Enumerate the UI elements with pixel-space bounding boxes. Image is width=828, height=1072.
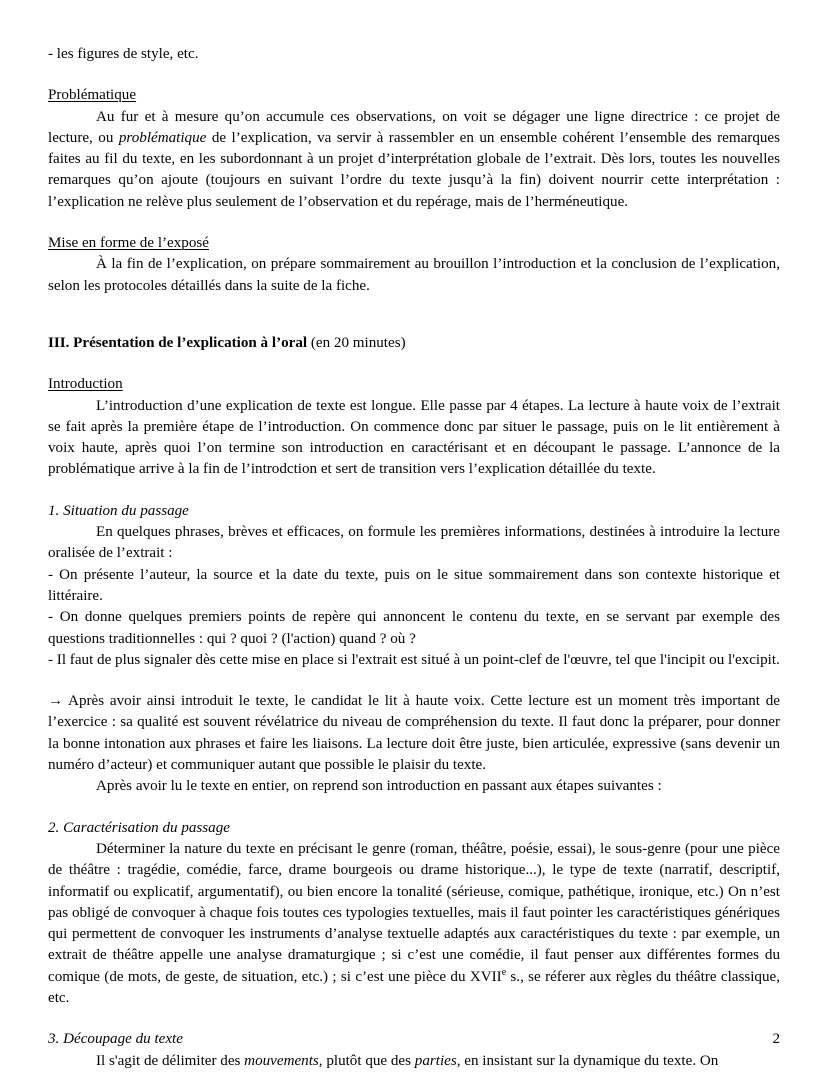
paragraph-problematique-part-1: Au fur et à mesure qu’on accumule ces observations, on voit se dégager une ligne directrice : ce projet de lecture, ou — [48, 108, 780, 146]
emphasis-problematique: problématique — [118, 129, 207, 146]
paragraph-decoupage-part-1: Il s'agit de délimiter des — [96, 1052, 245, 1069]
paragraph-apres-lecture: Après avoir lu le texte en entier, on reprend son introduction en passant aux étapes suivantes : — [96, 778, 662, 795]
paragraph-introduction: L’introduction d’une explication de texte est longue. Elle passe par 4 étapes. La lecture à haute voix de l’extrait se fait après la première étape de l’introduction. On commence donc par situer le passage, puis on le lit entièrement à voix haute, après quoi l’on termine son introduction en caractérisant et en découpant le passage. L’annonce de la problématique arrive à la fin de l’introdction et sert de transition vers l’explication détaillée du texte. — [48, 397, 780, 478]
document-page — [48, 44, 780, 1069]
paragraph-problematique-part-2: de l’explication, va servir à rassembler en un ensemble cohérent l’ensemble des remarques faites au fil du texte, en les subordonnant à un projet d’interprétation globale de l’extrait. Dès lors, toutes les nouvelles remarques qu’on ajoute (toujours en suivant l’ordre du texte jusqu’à la fin) doivent nourrir cette interprétation : l’explication ne relève plus seulement de l’observation et du repérage, mais de l’herméneutique. — [48, 129, 780, 210]
paragraph-decoupage-part-2: , plutôt que des — [318, 1052, 415, 1069]
heading-2-caracterisation-du-passage: 2. Caractérisation du passage — [48, 819, 230, 836]
heading-1-situation-du-passage: 1. Situation du passage — [48, 502, 189, 519]
paragraph-situation-du-passage: En quelques phrases, brèves et efficaces, on formule les premières informations, destinées à introduire la lecture oralisée de l’extrait : — [48, 524, 780, 562]
paragraph-lecture-a-haute-voix: → Après avoir ainsi introduit le texte, le candidat le lit à haute voix. Cette lecture est un moment très important de l’exercice : sa qualité est souvent révélatrice du niveau de compréhension du texte. Il faut donc la préparer, pour donner la bonne intonation aux phrases et faire les liaisons. La lecture doit être juste, bien articulée, expressive (sans devenir un numéro d’acteur) et communiquer autant que possible le plaisir du texte. — [48, 693, 780, 774]
emphasis-mouvements: mouvements — [244, 1052, 319, 1069]
paragraph-caracterisation — [48, 839, 780, 1009]
paragraph-decoupage — [48, 1051, 780, 1072]
heading-section-iii — [48, 333, 780, 354]
paragraph-decoupage-part-3: , en insistant sur la dynamique du texte. On — [456, 1052, 719, 1069]
heading-3-decoupage-du-texte: 3. Découpage du texte — [48, 1031, 183, 1048]
paragraph-caracterisation-part-1: Déterminer la nature du texte en précisant le genre (roman, théâtre, poésie, essai), le sous-genre (pour une pièce de théâtre : tragédie, comédie, farce, drame bourgeois ou drame historique...), le type de texte (narratif, descriptif, informatif ou explicatif, argumentatif), ou bien encore la tonalité (sérieuse, comique, pathétique, ironique, etc.) On n’est pas obligé de convoquer à chaque fois toutes ces typologies textuelles, mais il faut pointer les caractéristiques génériques qui permettent de convoquer les instruments d’analyse textuelle adaptés aux caractéristiques du texte : par exemple, un extrait de théâtre appelle une analyse dramaturgique ; si c’est une comédie, il faut penser aux différentes formes du comique (de mots, de geste, de situation, etc.) ; si c’est une pièce du XVII — [48, 840, 780, 985]
heading-introduction: Introduction — [48, 376, 123, 393]
paragraph-caracterisation-part-2: s., se réferer aux règles du théâtre classique, etc. — [48, 968, 780, 1006]
heading-section-iii-duration: (en 20 minutes) — [307, 334, 406, 351]
page-number: 2 — [772, 1031, 780, 1047]
paragraph-problematique — [48, 107, 780, 213]
paragraph-mise-en-forme: À la fin de l’explication, on prépare sommairement au brouillon l’introduction et la conclusion de l’explication, selon les protocoles détaillés dans la suite de la fiche. — [48, 256, 780, 294]
bullet-figures-de-style: - les figures de style, etc. — [48, 46, 199, 62]
heading-problematique: Problématique — [48, 87, 137, 104]
bullet-presenter-auteur: - On présente l’auteur, la source et la date du texte, puis on le situe sommairement dans son contexte historique et littéraire. — [48, 566, 780, 604]
bullet-points-de-repere: - On donne quelques premiers points de repère qui annoncent le contenu du texte, en se servant par exemple des questions traditionnelles : qui ? quoi ? (l'action) quand ? où ? — [48, 609, 780, 647]
bullet-point-clef: - Il faut de plus signaler dès cette mise en place si l'extrait est situé à un point-clef de l'œuvre, tel que l'incipit ou l'excipit. — [48, 651, 780, 668]
heading-section-iii-title: III. Présentation de l’explication à l’oral — [48, 334, 308, 351]
heading-mise-en-forme-de-l-expose: Mise en forme de l’exposé — [48, 235, 209, 252]
ordinal-suffix-superscript: e — [501, 966, 507, 978]
emphasis-parties: parties — [414, 1052, 457, 1069]
